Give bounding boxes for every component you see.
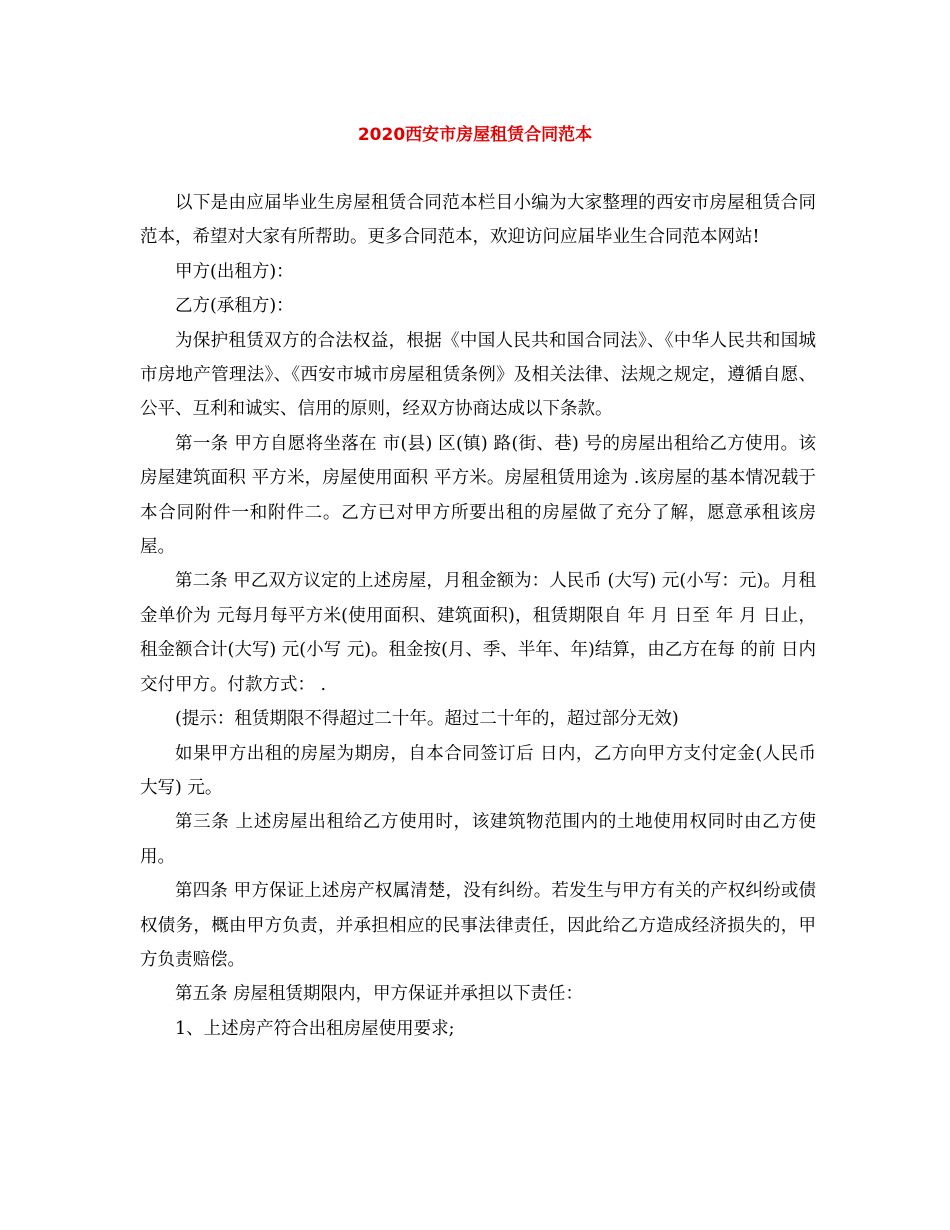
intro-paragraph: 以下是由应届毕业生房屋租赁合同范本栏目小编为大家整理的西安市房屋租赁合同范本，希望对大家有所帮助。更多合同范本，欢迎访问应届毕业生合同范本网站! bbox=[140, 193, 816, 248]
article-5-paragraph: 第五条 房屋租赁期限内，甲方保证并承担以下责任： bbox=[175, 984, 584, 1005]
preamble-paragraph: 为保护租赁双方的合法权益，根据《中国人民共和国合同法》、《中华人民共和国城市房地产管理法》、《西安市城市房屋租赁条例》及相关法律、法规之规定，遵循自愿、公平、互利和诚实、信用的原则，经双方协商达成以下条款。 bbox=[140, 330, 816, 420]
article-3-paragraph: 第三条 上述房屋出租给乙方使用时，该建筑物范围内的土地使用权同时由乙方使用。 bbox=[140, 812, 816, 867]
document-title: 2020西安市房屋租赁合同范本 bbox=[357, 125, 593, 145]
article-4-paragraph: 第四条 甲方保证上述房产权属清楚，没有纠纷。若发生与甲方有关的产权纠纷或债权债务，概由甲方负责，并承担相应的民事法律责任，因此给乙方造成经济损失的，甲方负责赔偿。 bbox=[140, 881, 816, 970]
document-body bbox=[140, 186, 816, 1046]
deposit-paragraph: 如果甲方出租的房屋为期房，自本合同签订后 日内，乙方向甲方支付定金(人民币大写) 元。 bbox=[140, 743, 816, 798]
party-a-line: 甲方(出租方)： bbox=[175, 261, 294, 282]
article-1-paragraph: 第一条 甲方自愿将坐落在 市(县) 区(镇) 路(街、巷) 号的房屋出租给乙方使用。该房屋建筑面积 平方米，房屋使用面积 平方米。房屋租赁用途为 .该房屋的基本情况载于本合同附件一和附件二。乙方已对甲方所要出租的房屋做了充分了解，愿意承租该房屋。 bbox=[140, 433, 816, 558]
party-b-line: 乙方(承租方)： bbox=[175, 296, 294, 317]
note-paragraph: (提示：租赁期限不得超过二十年。超过二十年的，超过部分无效) bbox=[175, 709, 679, 730]
article-2-paragraph: 第二条 甲乙双方议定的上述房屋，月租金额为：人民币 (大写) 元(小写：元)。月租金单价为 元每月每平方米(使用面积、建筑面积)，租赁期限自 年 月 日至 年 月 日止，租金额合计(大写) 元(小写 元)。租金按(月、季、半年、年)结算，由乙方在每 的前 日内交付甲方。付款方式： . bbox=[140, 571, 816, 695]
article-5-item-1: 1、上述房产符合出租房屋使用要求; bbox=[175, 1018, 455, 1039]
